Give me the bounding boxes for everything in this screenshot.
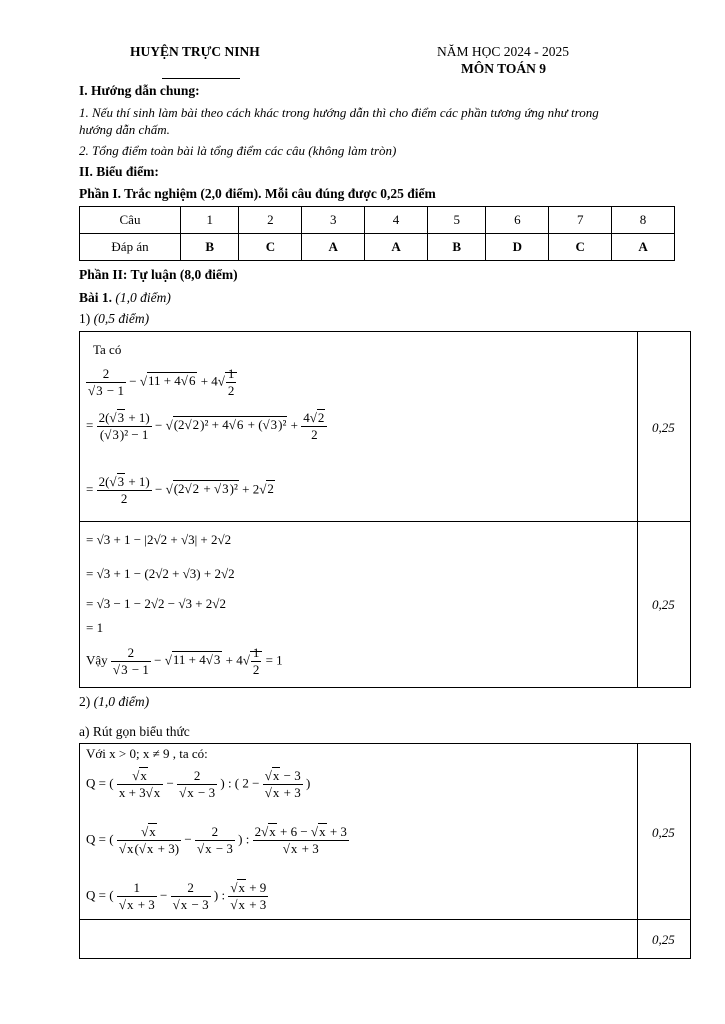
question-number: 3 — [302, 207, 365, 234]
general-title: I. Hướng dẫn chung: — [79, 83, 200, 98]
answer-cell: B — [181, 234, 239, 261]
part2-title: Phần II: Tự luận (8,0 điểm) — [79, 267, 238, 282]
score-box-1: 0,25 — [652, 420, 675, 435]
bai1-heading — [79, 290, 171, 306]
question-number: 6 — [486, 207, 549, 234]
conclusion-line: Vậy $\frac{2}{√3 - 1}$ − √11 + 4√3 + 4√ $\frac{1}{2}$ = 1 — [86, 645, 283, 677]
table-answer-label: Đáp án — [80, 234, 181, 261]
answer-cell: C — [549, 234, 612, 261]
q2-heading — [79, 694, 149, 710]
question-number: 4 — [365, 207, 428, 234]
question-number: 7 — [549, 207, 612, 234]
school-year: NĂM HỌC 2024 - 2025 — [437, 44, 570, 59]
question-number: 2 — [239, 207, 302, 234]
simplify-line-4: = 1 — [86, 620, 104, 635]
solution-box-4 — [79, 919, 691, 959]
vay-label: Vậy — [86, 652, 108, 668]
score-box-2: 0,25 — [652, 597, 675, 612]
q2-label: 2) — [79, 694, 91, 709]
scoring-title: II. Biểu điểm: — [79, 164, 159, 179]
score-box-3: 0,25 — [652, 825, 675, 840]
answer-cell: B — [427, 234, 485, 261]
note-1b: hướng dẫn chấm. — [79, 122, 170, 137]
simplify-line-2: = √3 + 1 − (2√2 + √3) + 2√2 — [86, 566, 235, 581]
q-expression-3: Q = ( $\frac{1}{√x + 3}$ − $\frac{2}{√x - 3}$ ) : $\frac{√x + 9}{√x + 3}$ — [86, 880, 267, 912]
expression-line-3: = $\frac{2(√3 + 1)}{2}$ − √(2√2 + √3)² + 2√2 — [86, 474, 274, 506]
header-underline — [162, 78, 240, 79]
answer-cell: D — [486, 234, 549, 261]
bai1-points: (1,0 điểm) — [115, 290, 171, 305]
question-number: 1 — [181, 207, 239, 234]
q-expression-2: Q = ( $\frac{√x}{√x(√x + 3)}$ − $\frac{2}{√x - 3}$ ) : $\frac{2√x + 6 - √x + 3}{√x + 3}$ — [86, 824, 347, 856]
fraction: $\frac{2}{√3 - 1}$ — [88, 366, 124, 398]
q1-heading — [79, 311, 149, 327]
answer-cell: A — [365, 234, 428, 261]
answer-cell: C — [239, 234, 302, 261]
q-expression-1: Q = ( $\frac{√x}{x + 3√x}$ − $\frac{2}{√x - 3}$ ) : ( 2 − $\frac{√x - 3}{√x + 3}$ ) — [86, 768, 311, 800]
ta-co-label: Ta có — [93, 342, 122, 357]
answer-table — [79, 206, 675, 261]
note-2: 2. Tổng điểm toàn bài là tổng điểm các câu (không làm tròn) — [79, 143, 397, 158]
expression-line-2: = $\frac{2(√3 + 1)}{\text{(√3)² − 1}}$ − √(2√2)² + 4√6 + (√3)² + $\frac{4√2}{2}$ — [86, 410, 327, 443]
q1-points: (0,5 điểm) — [93, 311, 150, 326]
question-number: 8 — [612, 207, 675, 234]
q2-points: (1,0 điểm) — [93, 694, 150, 709]
score-box-4: 0,25 — [652, 932, 675, 947]
part1-title: Phần I. Trắc nghiệm (2,0 điểm). Mỗi câu đúng được 0,25 điểm — [79, 186, 436, 201]
q1-label: 1) — [79, 311, 91, 326]
q2a-heading: a) Rút gọn biểu thức — [79, 724, 190, 739]
simplify-line-3: = √3 − 1 − 2√2 − √3 + 2√2 — [86, 596, 226, 611]
answer-cell: A — [302, 234, 365, 261]
table-header-label: Câu — [80, 207, 181, 234]
question-number: 5 — [427, 207, 485, 234]
simplify-line-1: = √3 + 1 − |2√2 + √3| + 2√2 — [86, 532, 232, 547]
subject-title: MÔN TOÁN 9 — [461, 61, 547, 76]
condition-line: Với x > 0; x ≠ 9 , ta có: — [86, 746, 208, 761]
answer-cell: A — [612, 234, 675, 261]
note-1: 1. Nếu thí sinh làm bài theo cách khác trong hướng dẫn thì cho điểm các phần tương ứng như trong — [79, 105, 599, 120]
district-header: HUYỆN TRỰC NINH — [130, 44, 260, 59]
expression-line-1: $\frac{2}{√3 - 1}$ − √11 + 4√6 + 4√ $\frac{1}{2}$ — [86, 366, 237, 399]
bai1-label: Bài 1. — [79, 290, 113, 305]
